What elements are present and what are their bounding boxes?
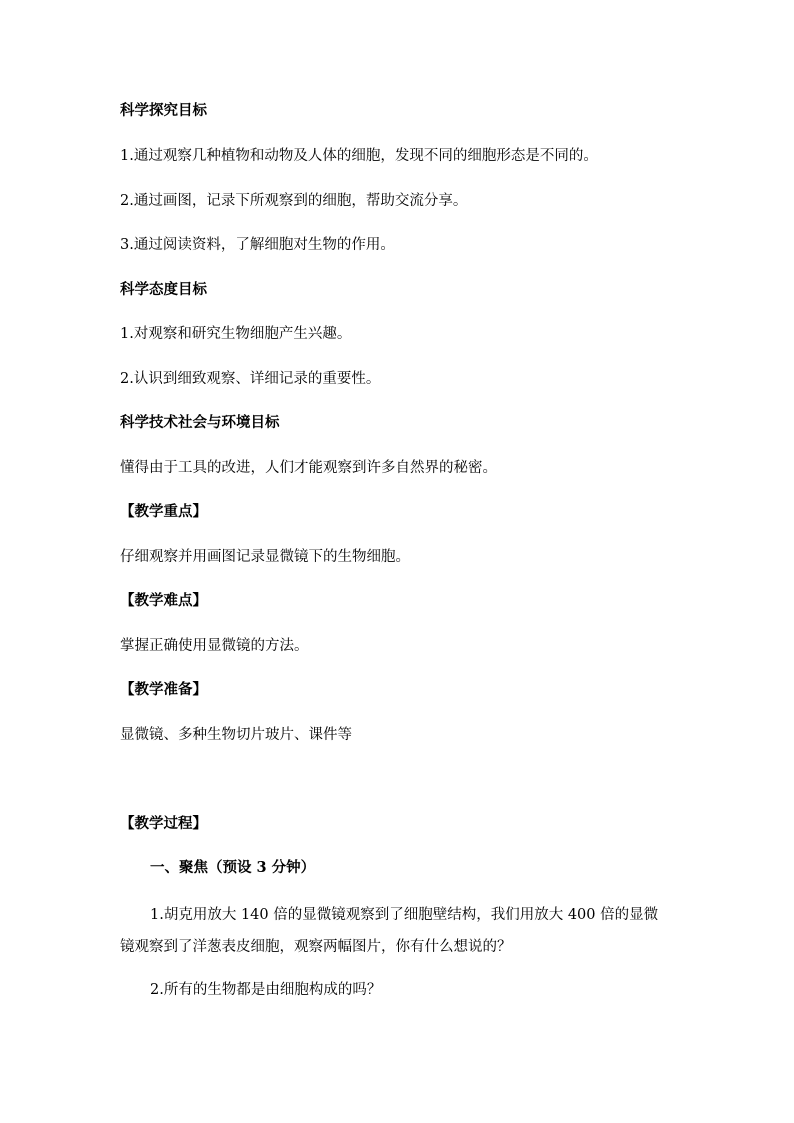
inquiry-item-3: 3.通过阅读资料，了解细胞对生物的作用。 bbox=[120, 237, 395, 253]
attitude-heading: 科学态度目标 bbox=[120, 281, 207, 298]
step1-title: 一、聚焦（预设 3 分钟） bbox=[150, 859, 316, 876]
attitude-item-2: 2.认识到细致观察、详细记录的重要性。 bbox=[120, 371, 381, 387]
process-heading: 【教学过程】 bbox=[120, 815, 207, 832]
key-point-text: 仔细观察并用画图记录显微镜下的生物细胞。 bbox=[120, 549, 410, 565]
attitude-item-1: 1.对观察和研究生物细胞产生兴趣。 bbox=[120, 326, 352, 342]
stse-text: 懂得由于工具的改进，人们才能观察到许多自然界的秘密。 bbox=[120, 460, 497, 476]
key-point-heading: 【教学重点】 bbox=[120, 503, 207, 520]
preparation-heading: 【教学准备】 bbox=[120, 681, 207, 698]
inquiry-item-2: 2.通过画图，记录下所观察到的细胞，帮助交流分享。 bbox=[120, 193, 468, 209]
step1-question-1: 1.胡克用放大 140 倍的显微镜观察到了细胞壁结构，我们用放大 400 倍的显微镜观察到了洋葱表皮细胞，观察两幅图片，你有什么想说的？ bbox=[120, 907, 659, 955]
inquiry-item-1: 1.通过观察几种植物和动物及人体的细胞，发现不同的细胞形态是不同的。 bbox=[120, 148, 598, 164]
preparation-text: 显微镜、多种生物切片玻片、课件等 bbox=[120, 727, 352, 743]
stse-heading: 科学技术社会与环境目标 bbox=[120, 414, 280, 431]
inquiry-heading: 科学探究目标 bbox=[120, 102, 207, 119]
step1-question-2: 2.所有的生物都是由细胞构成的吗？ bbox=[150, 982, 382, 998]
difficulty-heading: 【教学难点】 bbox=[120, 592, 207, 609]
difficulty-text: 掌握正确使用显微镜的方法。 bbox=[120, 638, 309, 654]
